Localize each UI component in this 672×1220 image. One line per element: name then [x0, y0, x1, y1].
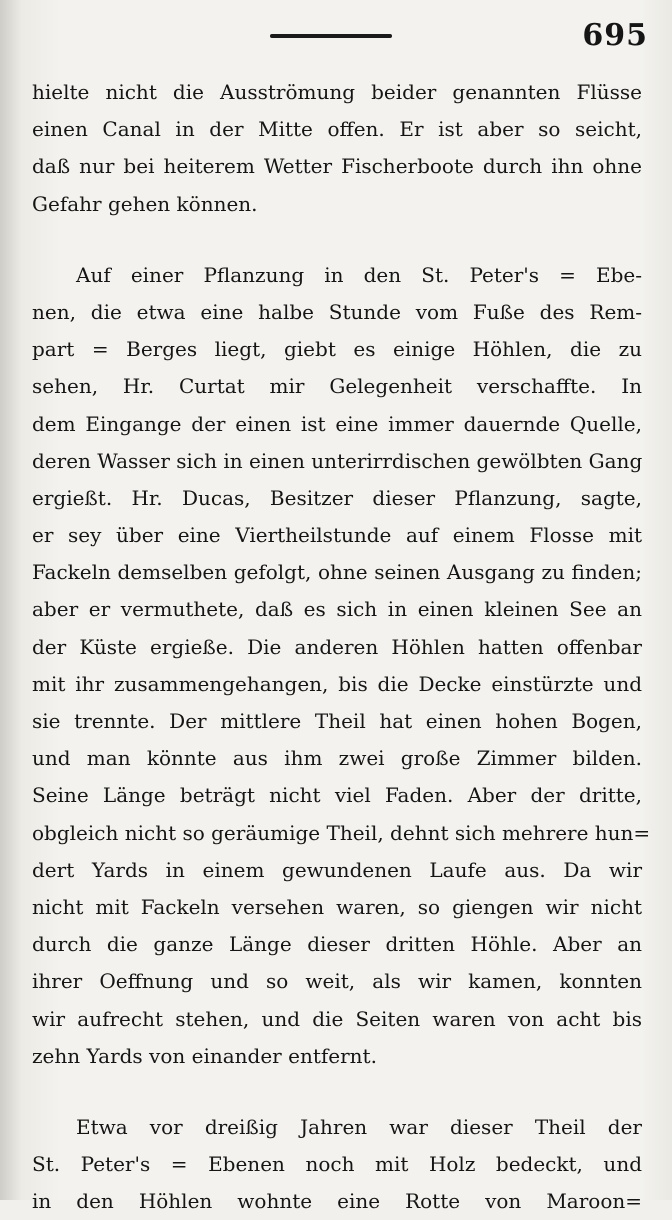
text-line: Seine Länge beträgt nicht viel Faden. Aber der dritte,: [32, 783, 642, 808]
text-line: deren Wasser sich in einen unterirrdischen gewölbten Gang: [32, 448, 643, 473]
text-line: sie trennte. Der mittlere Theil hat einen hohen Bogen,: [32, 709, 642, 733]
text-line: daß nur bei heiterem Wetter Fischerboote durch ihn ohne: [32, 154, 642, 179]
text-line: wir aufrecht stehen, und die Seiten waren von acht bis: [32, 1006, 642, 1031]
text-line: hielte nicht die Ausströmung beider genannten Flüsse: [32, 80, 642, 104]
text-line: part = Berges liegt, giebt es einige Höhlen, die zu: [32, 337, 642, 362]
text-line: zehn Yards von einander entfernt.: [32, 1043, 377, 1068]
text-line: Gefahr gehen können.: [32, 191, 258, 216]
paragraph-2: [32, 257, 651, 1075]
text-line: und man könnte aus ihm zwei große Zimmer bilden.: [32, 746, 642, 771]
text-line: ergießt. Hr. Ducas, Besitzer dieser Pflanzung, sagte,: [32, 485, 642, 510]
text-line: sehen, Hr. Curtat mir Gelegenheit verschaffte. In: [32, 374, 642, 399]
text-line: einen Canal in der Mitte offen. Er ist aber so seicht,: [32, 117, 642, 142]
paragraph-3: [32, 1109, 642, 1220]
paragraph-1: [32, 74, 642, 223]
text-line: Auf einer Pflanzung in den St. Peter's = Ebe-: [76, 262, 642, 287]
text-line: Etwa vor dreißig Jahren war dieser Theil der: [76, 1114, 642, 1139]
text-line: Fackeln demselben gefolgt, ohne seinen Ausgang zu finden;: [32, 560, 642, 585]
page-number: 695: [582, 18, 648, 53]
header-rule: [270, 34, 392, 38]
text-line: dert Yards in einem gewundenen Laufe aus. Da wir: [32, 857, 642, 882]
text-line: nicht mit Fackeln versehen waren, so giengen wir nicht: [32, 894, 642, 919]
text-line: obgleich nicht so geräumige Theil, dehnt sich mehrere hun=: [32, 820, 651, 845]
text-line: der Küste ergieße. Die anderen Höhlen hatten offenbar: [32, 634, 642, 659]
text-line: in den Höhlen wohnte eine Rotte von Maroon=: [32, 1189, 642, 1214]
text-line: dem Eingange der einen ist eine immer dauernde Quelle,: [32, 411, 642, 436]
text-line: er sey über eine Viertheilstunde auf einem Flosse mit: [32, 523, 642, 548]
text-line: mit ihr zusammengehangen, bis die Decke einstürzte und: [32, 671, 642, 696]
text-line: ihrer Oeffnung und so weit, als wir kamen, konnten: [32, 969, 642, 994]
text-line: St. Peter's = Ebenen noch mit Holz bedeckt, und: [32, 1152, 642, 1177]
text-line: aber er vermuthete, daß es sich in einen kleinen See an: [32, 597, 642, 622]
text-line: nen, die etwa eine halbe Stunde vom Fuße des Rem-: [32, 299, 642, 324]
body-text: [32, 74, 651, 1220]
text-line: durch die ganze Länge dieser dritten Höhle. Aber an: [32, 932, 642, 957]
